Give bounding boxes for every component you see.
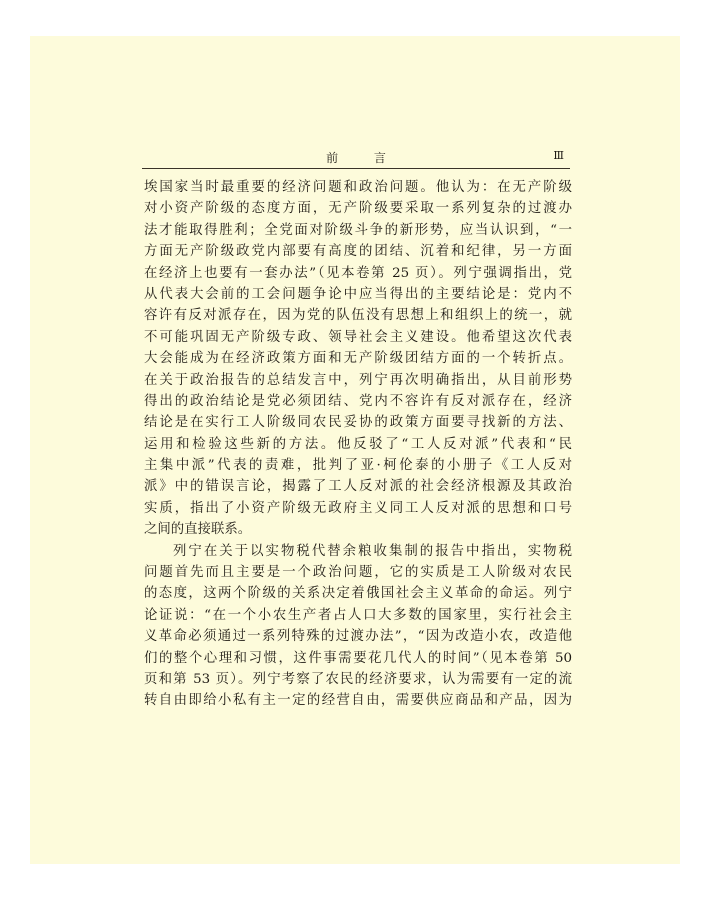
text-line: 得出的政治结论是党必须团结、党内不容许有反对派存在，经济 [144,393,572,409]
text-line: 义革命必须通过一系列特殊的过渡办法”，“因为改造小农，改造他 [144,629,572,645]
page-number: Ⅲ [553,149,564,162]
text-line: 在经济上也要有一套办法”（见本卷第 25 页）。列宁强调指出，党 [144,265,572,281]
text-line: 不可能巩固无产阶级专政、领导社会主义建设。他希望这次代表 [144,329,572,345]
body-text [144,177,572,712]
text-line: 页和第 53 页）。列宁考察了农民的经济要求，认为需要有一定的流 [144,671,572,687]
text-line: 对小资产阶级的态度方面，无产阶级要采取一系列复杂的过渡办 [144,201,572,217]
text-line: 结论是在实行工人阶级同农民妥协的政策方面要寻找新的方法、 [144,415,572,431]
text-line: 们的整个心理和习惯，这件事需要花几代人的时间”（见本卷第 50 [144,650,572,666]
text-line: 实质，指出了小资产阶级无政府主义同工人反对派的思想和口号 [144,500,572,516]
text-line: 的态度，这两个阶级的关系决定着俄国社会主义革命的命运。列宁 [144,586,572,602]
text-line: 论证说：“在一个小农生产者占人口大多数的国家里，实行社会主 [144,607,572,623]
text-line: 容许有反对派存在，因为党的队伍没有思想上和组织上的统一，就 [144,308,572,324]
text-line: 运用和检验这些新的方法。他反驳了“工人反对派”代表和“民 [144,436,572,452]
text-line: 法才能取得胜利；全党面对阶级斗争的新形势，应当认识到，“一 [144,222,572,238]
text-line: 转自由即给小私有主一定的经营自由，需要供应商品和产品，因为 [144,693,572,709]
text-line: 从代表大会前的工会问题争论中应当得出的主要结论是：党内不 [144,286,572,302]
text-line: 方面无产阶级政党内部要有高度的团结、沉着和纪律，另一方面 [144,244,572,260]
text-line: 之间的直接联系。 [144,522,252,538]
text-line: 在关于政治报告的总结发言中，列宁再次明确指出，从目前形势 [144,372,572,388]
running-title: 前 言 [326,151,402,165]
text-line: 大会能成为在经济政策方面和无产阶级团结方面的一个转折点。 [144,351,572,367]
text-line: 问题首先而且主要是一个政治问题，它的实质是工人阶级对农民 [144,565,572,581]
running-header [142,146,570,166]
text-line: 列宁在关于以实物税代替余粮收集制的报告中指出，实物税 [173,543,572,559]
text-line: 主集中派”代表的责难，批判了亚·柯伦泰的小册子《工人反对 [144,458,572,474]
header-rule [142,168,570,169]
text-line: 派》中的错误言论，揭露了工人反对派的社会经济根源及其政治 [144,479,572,495]
text-line: 埃国家当时最重要的经济问题和政治问题。他认为：在无产阶级 [144,180,572,195]
